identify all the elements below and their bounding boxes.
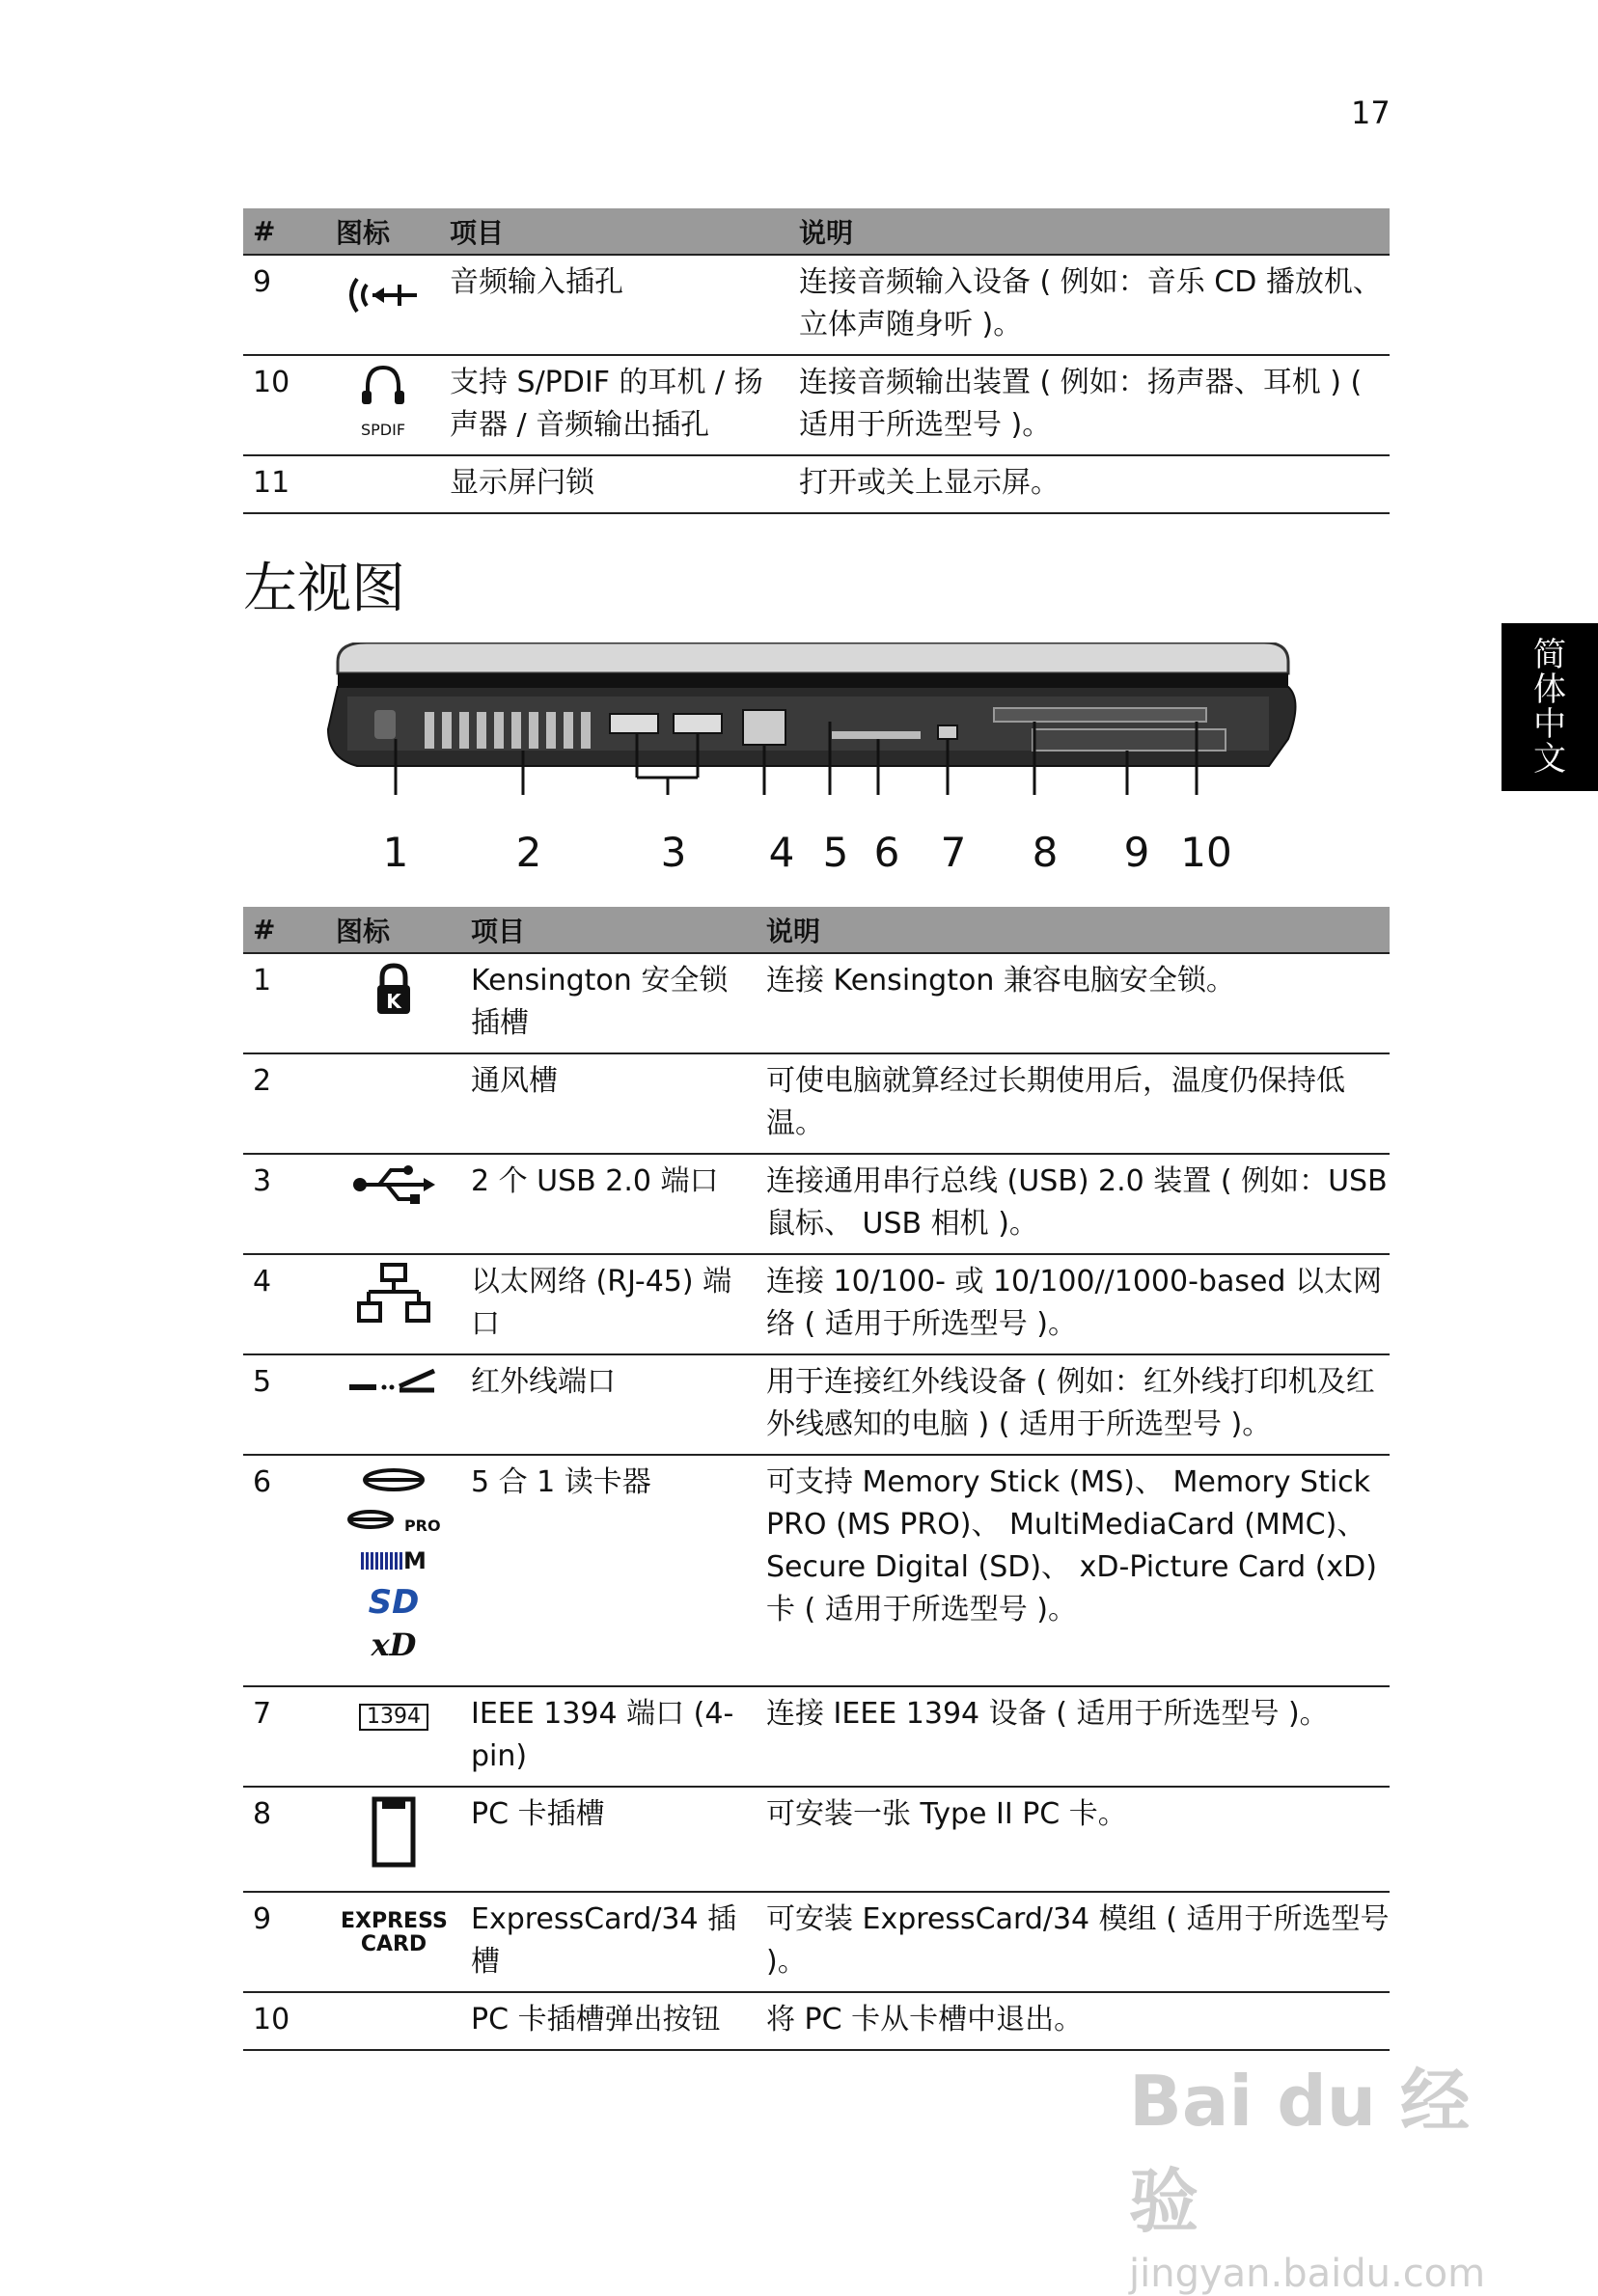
ports-table-continued [243,208,1390,514]
row-num: 8 [243,1787,326,1892]
language-tab-char: 简 [1533,636,1566,674]
row-item: 通风槽 [461,1053,757,1154]
header-item: 项目 [461,907,757,953]
usb-icon [326,1154,461,1254]
headphone-spdif-icon [326,355,440,455]
row-item: IEEE 1394 端口 (4-pin) [461,1686,757,1787]
table-row [243,1892,1390,1992]
callout-7: 7 [940,829,967,876]
row-desc: 将 PC 卡从卡槽中退出。 [757,1992,1390,2050]
kensington-lock-icon [326,953,461,1053]
callout-9: 9 [1123,829,1150,876]
mmc-m-label: M [403,1547,427,1574]
ieee1394-icon [326,1686,461,1787]
row-desc: 打开或关上显示屏。 [789,455,1390,513]
sd-icon: SD [368,1583,420,1622]
row-item: 红外线端口 [461,1354,757,1455]
row-num: 7 [243,1686,326,1787]
row-desc: 连接通用串行总线 (USB) 2.0 装置 ( 例如：USB 鼠标、 USB 相机 )。 [757,1154,1390,1254]
row-item: PC 卡插槽弹出按钮 [461,1992,757,2050]
ieee1394-label: 1394 [359,1704,428,1731]
table-header-row [243,907,1390,953]
row-num: 3 [243,1154,326,1254]
row-desc: 可安装 ExpressCard/34 模组 ( 适用于所选型号 )。 [757,1892,1390,1992]
table-row [243,1354,1390,1455]
pro-label: PRO [403,1517,441,1535]
laptop-left-view-figure [318,642,1303,884]
table-row [243,355,1390,455]
table-row [243,953,1390,1053]
audio-in-icon [326,255,440,355]
callout-3: 3 [660,829,687,876]
table-row [243,255,1390,355]
row-item: 显示屏闩锁 [440,455,789,513]
row-desc: 连接 IEEE 1394 设备 ( 适用于所选型号 )。 [757,1686,1390,1787]
row-item: 2 个 USB 2.0 端口 [461,1154,757,1254]
callout-6: 6 [873,829,900,876]
language-tab-char: 中 [1533,705,1566,744]
row-num: 5 [243,1354,326,1455]
card-reader-icons [326,1455,461,1686]
callout-1: 1 [382,829,409,876]
callout-2: 2 [515,829,542,876]
table-row [243,1254,1390,1354]
row-item: 5 合 1 读卡器 [461,1455,757,1686]
page-number: 17 [1351,95,1391,131]
row-desc: 连接音频输入设备 ( 例如：音乐 CD 播放机、立体声随身听 )。 [789,255,1390,355]
row-item: 音频输入插孔 [440,255,789,355]
table-row [243,1053,1390,1154]
callout-10: 10 [1180,829,1232,876]
table-row [243,1455,1390,1686]
row-desc: 连接 10/100- 或 10/100//1000-based 以太网络 ( 适用于所选型号 )。 [757,1254,1390,1354]
header-desc: 说明 [757,907,1390,953]
header-num: # [243,208,326,255]
header-desc: 说明 [789,208,1390,255]
row-desc: 可安装一张 Type II PC 卡。 [757,1787,1390,1892]
watermark-main: Bai du 经验 [1129,2061,1471,2242]
expresscard-label: EXPRESS CARD [341,1909,448,1956]
callout-8: 8 [1032,829,1059,876]
memory-stick-pro-icon [326,1508,461,1550]
row-num: 10 [243,1992,326,2050]
language-tab [1502,623,1598,791]
row-icon-empty [326,455,440,513]
table-row [243,1154,1390,1254]
row-desc: 连接音频输出装置 ( 例如：扬声器、耳机 ) ( 适用于所选型号 )。 [789,355,1390,455]
row-num: 6 [243,1455,326,1686]
network-icon [326,1254,461,1354]
row-item: Kensington 安全锁插槽 [461,953,757,1053]
baidu-watermark [1129,2045,1515,2296]
row-icon-empty [326,1992,461,2050]
row-item: ExpressCard/34 插槽 [461,1892,757,1992]
language-tab-char: 文 [1533,740,1566,779]
section-title: 左视图 [243,558,405,620]
row-num: 9 [243,255,326,355]
table-row [243,1787,1390,1892]
callout-5: 5 [822,829,849,876]
table-row [243,455,1390,513]
row-num: 10 [243,355,326,455]
infrared-icon [326,1354,461,1455]
row-item: PC 卡插槽 [461,1787,757,1892]
header-num: # [243,907,326,953]
row-item: 支持 S/PDIF 的耳机 / 扬声器 / 音频输出插孔 [440,355,789,455]
row-desc: 连接 Kensington 兼容电脑安全锁。 [757,953,1390,1053]
watermark-sub: jingyan.baidu.com [1129,2252,1486,2296]
left-view-table [243,907,1390,2051]
row-desc: 可支持 Memory Stick (MS)、 Memory Stick PRO (MS PRO)、 MultiMediaCard (MMC)、 Secure Digital (SD)、 xD-Picture Card (xD) 卡 ( 适用于所选型号 )。 [757,1455,1390,1686]
spdif-label: SPDIF [360,421,406,439]
pc-card-icon [326,1787,461,1892]
header-icon: 图标 [326,907,461,953]
kensington-k-label: K [386,990,401,1013]
xd-icon: xD [371,1626,417,1663]
callout-4: 4 [768,829,795,876]
expresscard-icon [326,1892,461,1992]
row-item: 以太网络 (RJ-45) 端口 [461,1254,757,1354]
row-num: 4 [243,1254,326,1354]
header-icon: 图标 [326,208,440,255]
table-row [243,1992,1390,2050]
row-num: 9 [243,1892,326,1992]
row-icon-empty [326,1053,461,1154]
memory-stick-icon [326,1465,461,1508]
header-item: 项目 [440,208,789,255]
table-row [243,1686,1390,1787]
row-desc: 可使电脑就算经过长期使用后，温度仍保持低温。 [757,1053,1390,1154]
row-num: 2 [243,1053,326,1154]
language-tab-char: 体 [1533,670,1566,709]
table-header-row [243,208,1390,255]
row-num: 11 [243,455,326,513]
row-desc: 用于连接红外线设备 ( 例如：红外线打印机及红外线感知的电脑 ) ( 适用于所选型号 )。 [757,1354,1390,1455]
row-num: 1 [243,953,326,1053]
